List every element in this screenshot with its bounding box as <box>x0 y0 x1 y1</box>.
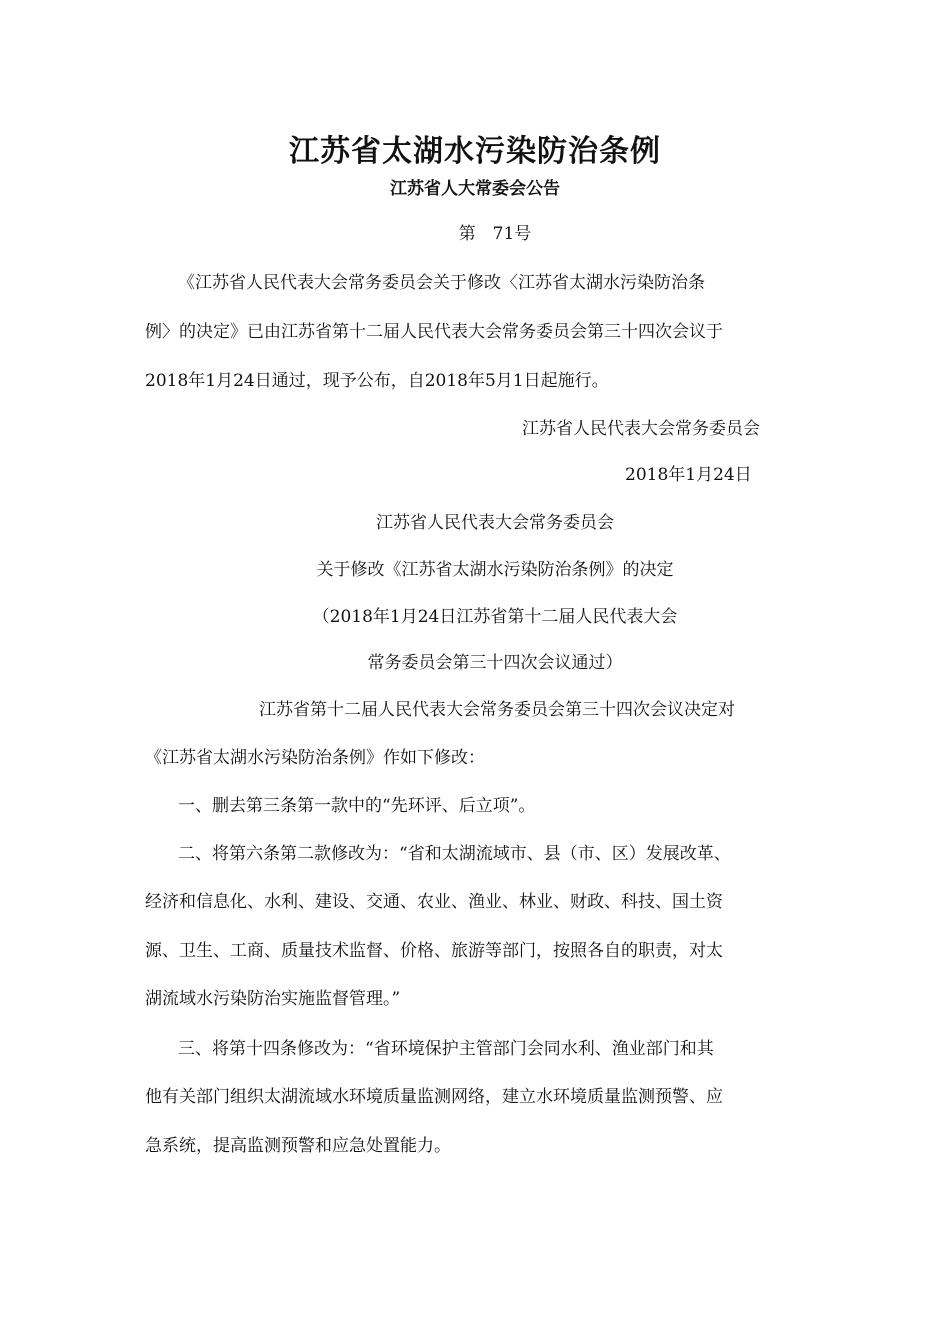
signature-date: 2018年1月24日 <box>625 465 752 485</box>
decision-title-line-2: 关于修改《江苏省太湖水污染防治条例》的决定 <box>316 560 674 580</box>
notice-number: 第 71号 <box>458 224 532 244</box>
announcement-line-3: 2018年1月24日通过，现予公布，自2018年5月1日起施行。 <box>145 371 609 391</box>
item-2-line-2: 经济和信息化、水利、建设、交通、农业、渔业、林业、财政、科技、国土资 <box>145 892 723 912</box>
item-3-line-2: 他有关部门组织太湖流域水环境质量监测网络，建立水环境质量监测预警、应 <box>145 1087 723 1107</box>
item-2-line-3: 源、卫生、工商、质量技术监督、价格、旅游等部门，按照各自的职责，对太 <box>145 941 723 961</box>
item-3-line-3: 急系统，提高监测预警和应急处置能力。 <box>145 1136 451 1156</box>
decision-title-line-4: 常务委员会第三十四次会议通过） <box>367 653 623 673</box>
announcement-line-1: 《江苏省人民代表大会常务委员会关于修改〈江苏省太湖水污染防治条 <box>178 273 705 293</box>
item-3-line-1: 三、将第十四条修改为：“省环境保护主管部门会同水利、渔业部门和其 <box>178 1039 714 1059</box>
decision-title-line-3: （2018年1月24日江苏省第十二届人民代表大会 <box>312 607 678 627</box>
decision-title-line-1: 江苏省人民代表大会常务委员会 <box>376 513 614 533</box>
document-subtitle: 江苏省人大常委会公告 <box>390 179 560 199</box>
decision-intro-line-2: 《江苏省太湖水污染防治条例》作如下修改： <box>145 748 485 768</box>
announcement-line-2: 例〉的决定》已由江苏省第十二届人民代表大会常务委员会第三十四次会议于 <box>145 322 723 342</box>
item-2-line-4: 湖流域水污染防治实施监督管理。” <box>145 989 401 1009</box>
document-title: 江苏省太湖水污染防治条例 <box>289 134 661 169</box>
decision-intro-line-1: 江苏省第十二届人民代表大会常务委员会第三十四次会议决定对 <box>259 700 735 720</box>
signature: 江苏省人民代表大会常务委员会 <box>522 419 760 439</box>
item-1-line-1: 一、删去第三条第一款中的“先环评、后立项”。 <box>178 796 536 816</box>
item-2-line-1: 二、将第六条第二款修改为：“省和太湖流域市、县（市、区）发展改革、 <box>178 844 731 864</box>
